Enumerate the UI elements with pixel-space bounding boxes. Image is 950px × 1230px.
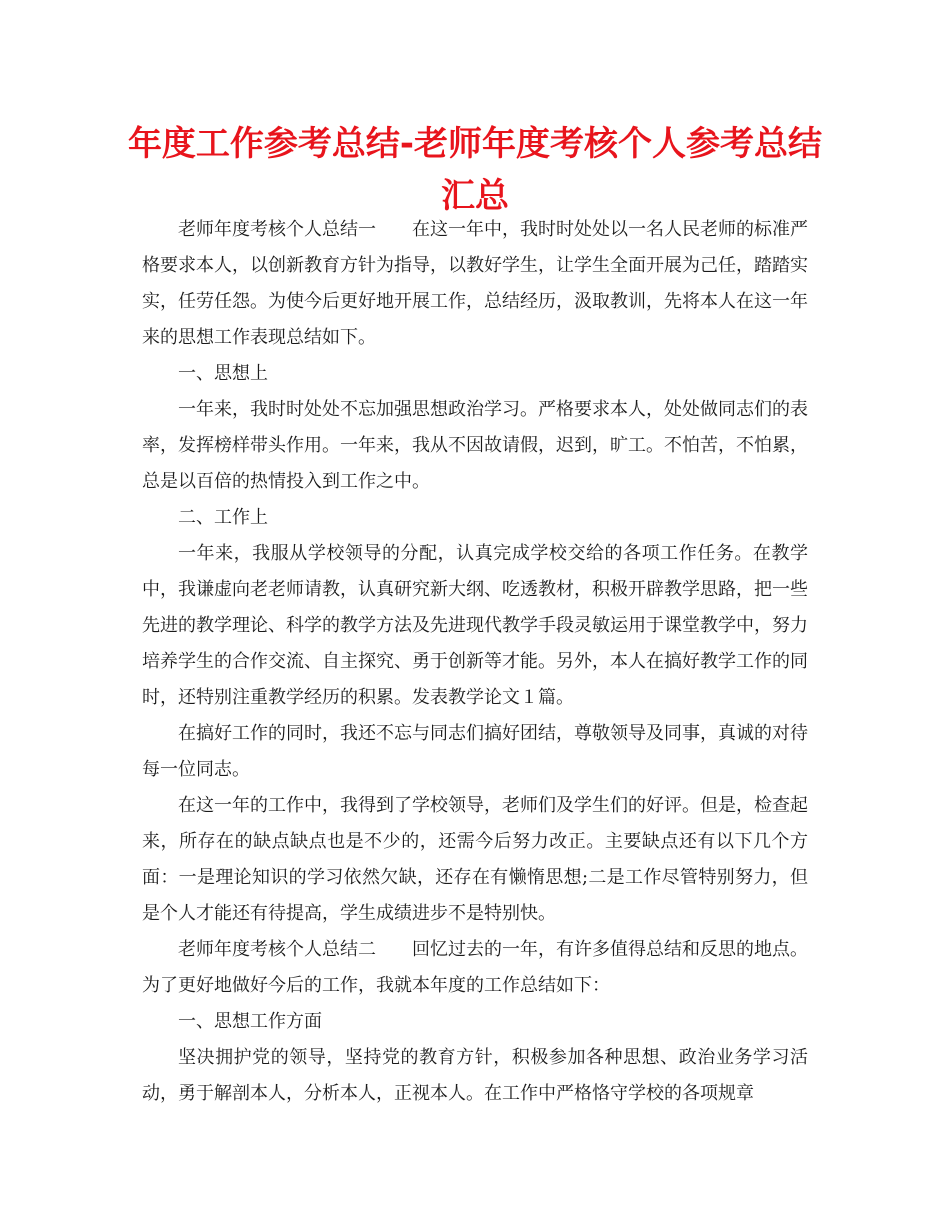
section-heading: 二、工作上 bbox=[178, 507, 268, 528]
paragraph bbox=[142, 212, 808, 356]
paragraph: 在这一年的工作中，我得到了学校领导，老师们及学生们的好评。但是，检查起来，所存在的缺点缺点也是不少的，还需今后努力改正。主要缺点还有以下几个方面：一是理论知识的学习依然欠缺，还存在有懒惰思想;二是工作尽管特别努力，但是个人才能还有待提高，学生成绩进步不是特别快。 bbox=[142, 795, 808, 924]
section-lead: 老师年度考核个人总结一 bbox=[178, 219, 376, 240]
section-lead: 老师年度考核个人总结二 bbox=[178, 939, 376, 960]
paragraph: 一年来，我服从学校领导的分配，认真完成学校交给的各项工作任务。在教学中，我谦虚向老老师请教，认真研究新大纲、吃透教材，积极开辟教学思路，把一些先进的教学理论、科学的教学方法及先进现代教学手段灵敏运用于课堂教学中，努力培养学生的合作交流、自主探究、勇于创新等才能。另外，本人在搞好教学工作的同时，还特别注重教学经历的积累。发表教学论文１篇。 bbox=[142, 543, 808, 708]
paragraph-text: 回忆过去的一年，有许多值得总结和反思的地点。为了更好地做好今后的工作，我就本年度的工作总结如下： bbox=[142, 939, 808, 996]
section-heading: 一、思想工作方面 bbox=[178, 1011, 322, 1032]
document-title: 年度工作参考总结-老师年度考核个人参考总结汇总 bbox=[127, 124, 823, 216]
document-body bbox=[142, 212, 808, 1112]
paragraph bbox=[142, 932, 808, 1004]
paragraph-text: 在这一年中，我时时处处以一名人民老师的标准严格要求本人，以创新教育方针为指导，以教好学生，让学生全面开展为己任，踏踏实实，任劳任怨。为使今后更好地开展工作，总结经历，汲取教训，先将本人在这一年来的思想工作表现总结如下。 bbox=[142, 219, 808, 348]
paragraph: 一年来，我时时处处不忘加强思想政治学习。严格要求本人，处处做同志们的表率，发挥榜样带头作用。一年来，我从不因故请假，迟到，旷工。不怕苦，不怕累，总是以百倍的热情投入到工作之中。 bbox=[142, 399, 808, 492]
paragraph: 在搞好工作的同时，我还不忘与同志们搞好团结，尊敬领导及同事，真诚的对待每一位同志。 bbox=[142, 723, 808, 780]
section-heading: 一、思想上 bbox=[178, 363, 268, 384]
paragraph: 坚决拥护党的领导，坚持党的教育方针，积极参加各种思想、政治业务学习活动，勇于解剖本人，分析本人，正视本人。在工作中严格恪守学校的各项规章 bbox=[142, 1047, 808, 1104]
